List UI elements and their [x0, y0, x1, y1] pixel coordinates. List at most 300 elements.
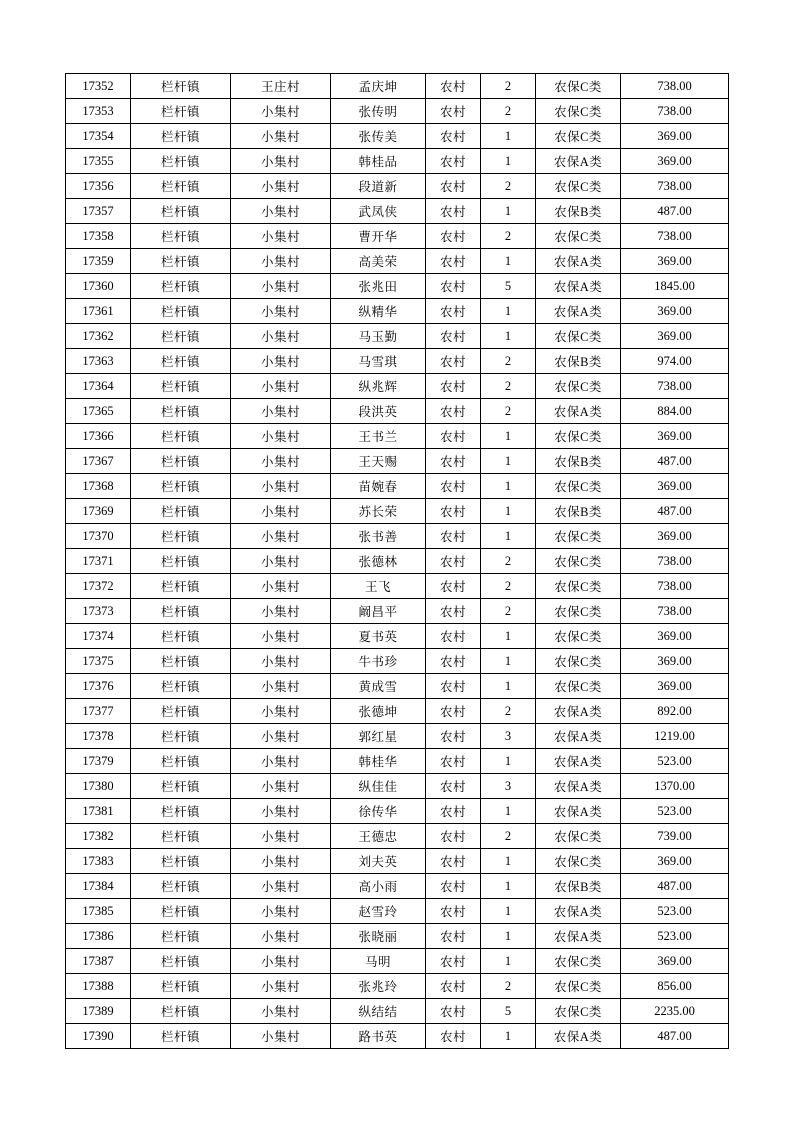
- table-row: [66, 374, 729, 399]
- cell-village: 小集村: [231, 574, 331, 599]
- cell-name: 苗婉春: [331, 474, 426, 499]
- cell-count: 1: [481, 749, 536, 774]
- cell-class: 农保A类: [536, 149, 621, 174]
- cell-type: 农村: [426, 274, 481, 299]
- cell-town: 栏杆镇: [131, 449, 231, 474]
- table-row: [66, 524, 729, 549]
- cell-count: 1: [481, 949, 536, 974]
- cell-name: 纵兆辉: [331, 374, 426, 399]
- cell-id: 17381: [66, 799, 131, 824]
- cell-village: 小集村: [231, 699, 331, 724]
- cell-amount: 974.00: [621, 349, 729, 374]
- cell-name: 张德坤: [331, 699, 426, 724]
- cell-name: 郭红星: [331, 724, 426, 749]
- cell-town: 栏杆镇: [131, 199, 231, 224]
- cell-town: 栏杆镇: [131, 724, 231, 749]
- cell-name: 韩桂华: [331, 749, 426, 774]
- table-row: [66, 174, 729, 199]
- table-row: [66, 349, 729, 374]
- cell-name: 高美荣: [331, 249, 426, 274]
- cell-name: 路书英: [331, 1024, 426, 1049]
- table-row: [66, 274, 729, 299]
- cell-count: 2: [481, 224, 536, 249]
- cell-amount: 738.00: [621, 549, 729, 574]
- cell-count: 2: [481, 374, 536, 399]
- cell-type: 农村: [426, 174, 481, 199]
- cell-amount: 738.00: [621, 74, 729, 99]
- cell-village: 小集村: [231, 724, 331, 749]
- cell-count: 2: [481, 399, 536, 424]
- cell-type: 农村: [426, 949, 481, 974]
- cell-class: 农保A类: [536, 724, 621, 749]
- cell-id: 17379: [66, 749, 131, 774]
- cell-amount: 1845.00: [621, 274, 729, 299]
- cell-name: 夏书英: [331, 624, 426, 649]
- cell-id: 17365: [66, 399, 131, 424]
- cell-class: 农保C类: [536, 999, 621, 1024]
- cell-count: 2: [481, 974, 536, 999]
- cell-amount: 369.00: [621, 324, 729, 349]
- cell-town: 栏杆镇: [131, 474, 231, 499]
- table-row: [66, 849, 729, 874]
- cell-type: 农村: [426, 249, 481, 274]
- cell-amount: 892.00: [621, 699, 729, 724]
- cell-name: 韩桂品: [331, 149, 426, 174]
- table-row: [66, 74, 729, 99]
- cell-type: 农村: [426, 924, 481, 949]
- cell-class: 农保C类: [536, 549, 621, 574]
- table-row: [66, 824, 729, 849]
- cell-type: 农村: [426, 524, 481, 549]
- cell-town: 栏杆镇: [131, 424, 231, 449]
- cell-class: 农保A类: [536, 249, 621, 274]
- cell-id: 17376: [66, 674, 131, 699]
- cell-class: 农保C类: [536, 99, 621, 124]
- cell-name: 张传明: [331, 99, 426, 124]
- cell-name: 曹开华: [331, 224, 426, 249]
- cell-village: 小集村: [231, 1024, 331, 1049]
- cell-village: 小集村: [231, 649, 331, 674]
- cell-class: 农保C类: [536, 974, 621, 999]
- cell-name: 张传美: [331, 124, 426, 149]
- cell-village: 小集村: [231, 824, 331, 849]
- cell-id: 17371: [66, 549, 131, 574]
- cell-amount: 738.00: [621, 374, 729, 399]
- cell-village: 小集村: [231, 624, 331, 649]
- cell-town: 栏杆镇: [131, 874, 231, 899]
- table-row: [66, 699, 729, 724]
- cell-amount: 856.00: [621, 974, 729, 999]
- cell-name: 张兆玲: [331, 974, 426, 999]
- cell-class: 农保C类: [536, 524, 621, 549]
- cell-amount: 369.00: [621, 424, 729, 449]
- cell-amount: 487.00: [621, 874, 729, 899]
- cell-town: 栏杆镇: [131, 174, 231, 199]
- cell-town: 栏杆镇: [131, 149, 231, 174]
- table-row: [66, 924, 729, 949]
- cell-town: 栏杆镇: [131, 974, 231, 999]
- cell-town: 栏杆镇: [131, 299, 231, 324]
- cell-type: 农村: [426, 549, 481, 574]
- cell-name: 段道新: [331, 174, 426, 199]
- cell-village: 王庄村: [231, 74, 331, 99]
- cell-amount: 369.00: [621, 849, 729, 874]
- cell-amount: 523.00: [621, 799, 729, 824]
- cell-count: 1: [481, 1024, 536, 1049]
- cell-type: 农村: [426, 299, 481, 324]
- cell-count: 3: [481, 724, 536, 749]
- cell-name: 刘夫英: [331, 849, 426, 874]
- cell-class: 农保C类: [536, 324, 621, 349]
- cell-name: 赵雪玲: [331, 899, 426, 924]
- cell-town: 栏杆镇: [131, 899, 231, 924]
- cell-count: 2: [481, 174, 536, 199]
- cell-amount: 739.00: [621, 824, 729, 849]
- cell-id: 17386: [66, 924, 131, 949]
- table-row: [66, 724, 729, 749]
- table-row: [66, 624, 729, 649]
- cell-id: 17360: [66, 274, 131, 299]
- table-row: [66, 499, 729, 524]
- cell-count: 2: [481, 549, 536, 574]
- cell-count: 2: [481, 349, 536, 374]
- cell-village: 小集村: [231, 474, 331, 499]
- cell-id: 17384: [66, 874, 131, 899]
- cell-village: 小集村: [231, 199, 331, 224]
- cell-class: 农保C类: [536, 424, 621, 449]
- cell-count: 1: [481, 249, 536, 274]
- cell-type: 农村: [426, 599, 481, 624]
- cell-type: 农村: [426, 624, 481, 649]
- cell-amount: 1219.00: [621, 724, 729, 749]
- cell-count: 1: [481, 474, 536, 499]
- cell-name: 徐传华: [331, 799, 426, 824]
- cell-amount: 369.00: [621, 649, 729, 674]
- cell-village: 小集村: [231, 899, 331, 924]
- cell-village: 小集村: [231, 924, 331, 949]
- cell-town: 栏杆镇: [131, 549, 231, 574]
- cell-type: 农村: [426, 324, 481, 349]
- cell-type: 农村: [426, 374, 481, 399]
- cell-town: 栏杆镇: [131, 624, 231, 649]
- cell-type: 农村: [426, 874, 481, 899]
- cell-amount: 2235.00: [621, 999, 729, 1024]
- cell-amount: 487.00: [621, 1024, 729, 1049]
- cell-id: 17385: [66, 899, 131, 924]
- cell-class: 农保C类: [536, 649, 621, 674]
- cell-name: 高小雨: [331, 874, 426, 899]
- cell-class: 农保C类: [536, 474, 621, 499]
- cell-type: 农村: [426, 99, 481, 124]
- cell-count: 1: [481, 849, 536, 874]
- cell-type: 农村: [426, 124, 481, 149]
- cell-id: 17387: [66, 949, 131, 974]
- cell-id: 17375: [66, 649, 131, 674]
- cell-town: 栏杆镇: [131, 924, 231, 949]
- cell-name: 王飞: [331, 574, 426, 599]
- cell-id: 17353: [66, 99, 131, 124]
- cell-id: 17357: [66, 199, 131, 224]
- cell-class: 农保C类: [536, 124, 621, 149]
- cell-village: 小集村: [231, 399, 331, 424]
- table-row: [66, 599, 729, 624]
- cell-type: 农村: [426, 499, 481, 524]
- cell-name: 苏长荣: [331, 499, 426, 524]
- cell-village: 小集村: [231, 99, 331, 124]
- cell-amount: 884.00: [621, 399, 729, 424]
- cell-amount: 738.00: [621, 224, 729, 249]
- cell-id: 17367: [66, 449, 131, 474]
- cell-class: 农保C类: [536, 74, 621, 99]
- table-row: [66, 999, 729, 1024]
- cell-count: 2: [481, 699, 536, 724]
- cell-village: 小集村: [231, 499, 331, 524]
- cell-village: 小集村: [231, 374, 331, 399]
- cell-amount: 369.00: [621, 949, 729, 974]
- cell-village: 小集村: [231, 874, 331, 899]
- cell-village: 小集村: [231, 224, 331, 249]
- cell-town: 栏杆镇: [131, 849, 231, 874]
- cell-amount: 738.00: [621, 574, 729, 599]
- cell-class: 农保C类: [536, 674, 621, 699]
- cell-type: 农村: [426, 749, 481, 774]
- cell-town: 栏杆镇: [131, 399, 231, 424]
- cell-class: 农保C类: [536, 174, 621, 199]
- cell-class: 农保A类: [536, 799, 621, 824]
- cell-amount: 369.00: [621, 624, 729, 649]
- cell-village: 小集村: [231, 599, 331, 624]
- cell-name: 王天赐: [331, 449, 426, 474]
- cell-id: 17378: [66, 724, 131, 749]
- cell-id: 17390: [66, 1024, 131, 1049]
- table-row: [66, 799, 729, 824]
- cell-amount: 523.00: [621, 924, 729, 949]
- cell-type: 农村: [426, 449, 481, 474]
- cell-id: 17361: [66, 299, 131, 324]
- cell-amount: 369.00: [621, 124, 729, 149]
- cell-type: 农村: [426, 649, 481, 674]
- cell-town: 栏杆镇: [131, 499, 231, 524]
- cell-amount: 487.00: [621, 499, 729, 524]
- cell-type: 农村: [426, 574, 481, 599]
- cell-id: 17355: [66, 149, 131, 174]
- cell-id: 17380: [66, 774, 131, 799]
- cell-name: 纵结结: [331, 999, 426, 1024]
- cell-village: 小集村: [231, 174, 331, 199]
- table-row: [66, 749, 729, 774]
- cell-id: 17388: [66, 974, 131, 999]
- cell-class: 农保A类: [536, 299, 621, 324]
- cell-class: 农保A类: [536, 274, 621, 299]
- cell-town: 栏杆镇: [131, 799, 231, 824]
- cell-class: 农保A类: [536, 749, 621, 774]
- cell-id: 17359: [66, 249, 131, 274]
- cell-town: 栏杆镇: [131, 574, 231, 599]
- cell-name: 牛书珍: [331, 649, 426, 674]
- cell-village: 小集村: [231, 674, 331, 699]
- table-row: [66, 674, 729, 699]
- cell-village: 小集村: [231, 274, 331, 299]
- cell-name: 武凤侠: [331, 199, 426, 224]
- table-row: [66, 149, 729, 174]
- cell-amount: 1370.00: [621, 774, 729, 799]
- cell-count: 1: [481, 924, 536, 949]
- cell-type: 农村: [426, 799, 481, 824]
- cell-town: 栏杆镇: [131, 774, 231, 799]
- cell-type: 农村: [426, 999, 481, 1024]
- cell-class: 农保B类: [536, 349, 621, 374]
- cell-count: 1: [481, 649, 536, 674]
- cell-class: 农保C类: [536, 624, 621, 649]
- cell-class: 农保C类: [536, 599, 621, 624]
- cell-village: 小集村: [231, 299, 331, 324]
- cell-name: 纵精华: [331, 299, 426, 324]
- cell-class: 农保C类: [536, 374, 621, 399]
- cell-village: 小集村: [231, 449, 331, 474]
- cell-type: 农村: [426, 774, 481, 799]
- cell-town: 栏杆镇: [131, 249, 231, 274]
- cell-count: 2: [481, 74, 536, 99]
- cell-village: 小集村: [231, 999, 331, 1024]
- cell-village: 小集村: [231, 349, 331, 374]
- cell-count: 1: [481, 499, 536, 524]
- cell-count: 1: [481, 799, 536, 824]
- cell-id: 17369: [66, 499, 131, 524]
- cell-id: 17363: [66, 349, 131, 374]
- cell-id: 17377: [66, 699, 131, 724]
- cell-type: 农村: [426, 849, 481, 874]
- cell-id: 17372: [66, 574, 131, 599]
- table-row: [66, 249, 729, 274]
- cell-id: 17356: [66, 174, 131, 199]
- cell-village: 小集村: [231, 324, 331, 349]
- cell-id: 17362: [66, 324, 131, 349]
- table-row: [66, 124, 729, 149]
- cell-amount: 487.00: [621, 199, 729, 224]
- cell-count: 5: [481, 274, 536, 299]
- cell-count: 2: [481, 99, 536, 124]
- cell-village: 小集村: [231, 799, 331, 824]
- cell-amount: 523.00: [621, 899, 729, 924]
- cell-town: 栏杆镇: [131, 949, 231, 974]
- cell-id: 17389: [66, 999, 131, 1024]
- cell-count: 5: [481, 999, 536, 1024]
- cell-type: 农村: [426, 399, 481, 424]
- cell-id: 17382: [66, 824, 131, 849]
- cell-amount: 738.00: [621, 99, 729, 124]
- cell-village: 小集村: [231, 549, 331, 574]
- cell-town: 栏杆镇: [131, 374, 231, 399]
- table-row: [66, 1024, 729, 1049]
- cell-name: 张德林: [331, 549, 426, 574]
- cell-village: 小集村: [231, 249, 331, 274]
- cell-name: 王德忠: [331, 824, 426, 849]
- cell-type: 农村: [426, 349, 481, 374]
- cell-class: 农保C类: [536, 849, 621, 874]
- cell-town: 栏杆镇: [131, 324, 231, 349]
- cell-village: 小集村: [231, 774, 331, 799]
- cell-type: 农村: [426, 674, 481, 699]
- cell-class: 农保C类: [536, 574, 621, 599]
- cell-type: 农村: [426, 224, 481, 249]
- cell-id: 17370: [66, 524, 131, 549]
- cell-count: 2: [481, 599, 536, 624]
- cell-count: 1: [481, 624, 536, 649]
- table-row: [66, 474, 729, 499]
- cell-town: 栏杆镇: [131, 674, 231, 699]
- cell-name: 张书善: [331, 524, 426, 549]
- cell-type: 农村: [426, 974, 481, 999]
- table-row: [66, 949, 729, 974]
- cell-amount: 738.00: [621, 599, 729, 624]
- table-row: [66, 224, 729, 249]
- cell-count: 1: [481, 899, 536, 924]
- table-body: [66, 74, 729, 1049]
- cell-name: 马明: [331, 949, 426, 974]
- table-row: [66, 774, 729, 799]
- cell-town: 栏杆镇: [131, 99, 231, 124]
- cell-town: 栏杆镇: [131, 274, 231, 299]
- cell-town: 栏杆镇: [131, 649, 231, 674]
- cell-count: 2: [481, 574, 536, 599]
- cell-amount: 487.00: [621, 449, 729, 474]
- cell-count: 1: [481, 299, 536, 324]
- table-row: [66, 199, 729, 224]
- cell-class: 农保A类: [536, 899, 621, 924]
- table-row: [66, 99, 729, 124]
- cell-count: 1: [481, 124, 536, 149]
- cell-class: 农保A类: [536, 1024, 621, 1049]
- cell-town: 栏杆镇: [131, 224, 231, 249]
- cell-count: 1: [481, 149, 536, 174]
- cell-village: 小集村: [231, 949, 331, 974]
- cell-count: 1: [481, 449, 536, 474]
- cell-town: 栏杆镇: [131, 999, 231, 1024]
- cell-id: 17358: [66, 224, 131, 249]
- table-row: [66, 399, 729, 424]
- cell-type: 农村: [426, 474, 481, 499]
- cell-amount: 369.00: [621, 674, 729, 699]
- cell-name: 纵佳佳: [331, 774, 426, 799]
- cell-village: 小集村: [231, 849, 331, 874]
- cell-id: 17354: [66, 124, 131, 149]
- cell-count: 1: [481, 874, 536, 899]
- cell-amount: 738.00: [621, 174, 729, 199]
- cell-town: 栏杆镇: [131, 824, 231, 849]
- cell-town: 栏杆镇: [131, 699, 231, 724]
- table-row: [66, 899, 729, 924]
- table-row: [66, 549, 729, 574]
- cell-count: 1: [481, 424, 536, 449]
- cell-class: 农保C类: [536, 224, 621, 249]
- cell-id: 17373: [66, 599, 131, 624]
- table-row: [66, 649, 729, 674]
- cell-name: 孟庆坤: [331, 74, 426, 99]
- table-row: [66, 424, 729, 449]
- cell-village: 小集村: [231, 424, 331, 449]
- table-row: [66, 874, 729, 899]
- cell-name: 马玉勤: [331, 324, 426, 349]
- table-row: [66, 324, 729, 349]
- cell-town: 栏杆镇: [131, 74, 231, 99]
- cell-class: 农保B类: [536, 874, 621, 899]
- cell-amount: 369.00: [621, 299, 729, 324]
- cell-class: 农保C类: [536, 824, 621, 849]
- cell-id: 17374: [66, 624, 131, 649]
- cell-class: 农保A类: [536, 924, 621, 949]
- cell-id: 17368: [66, 474, 131, 499]
- cell-class: 农保A类: [536, 699, 621, 724]
